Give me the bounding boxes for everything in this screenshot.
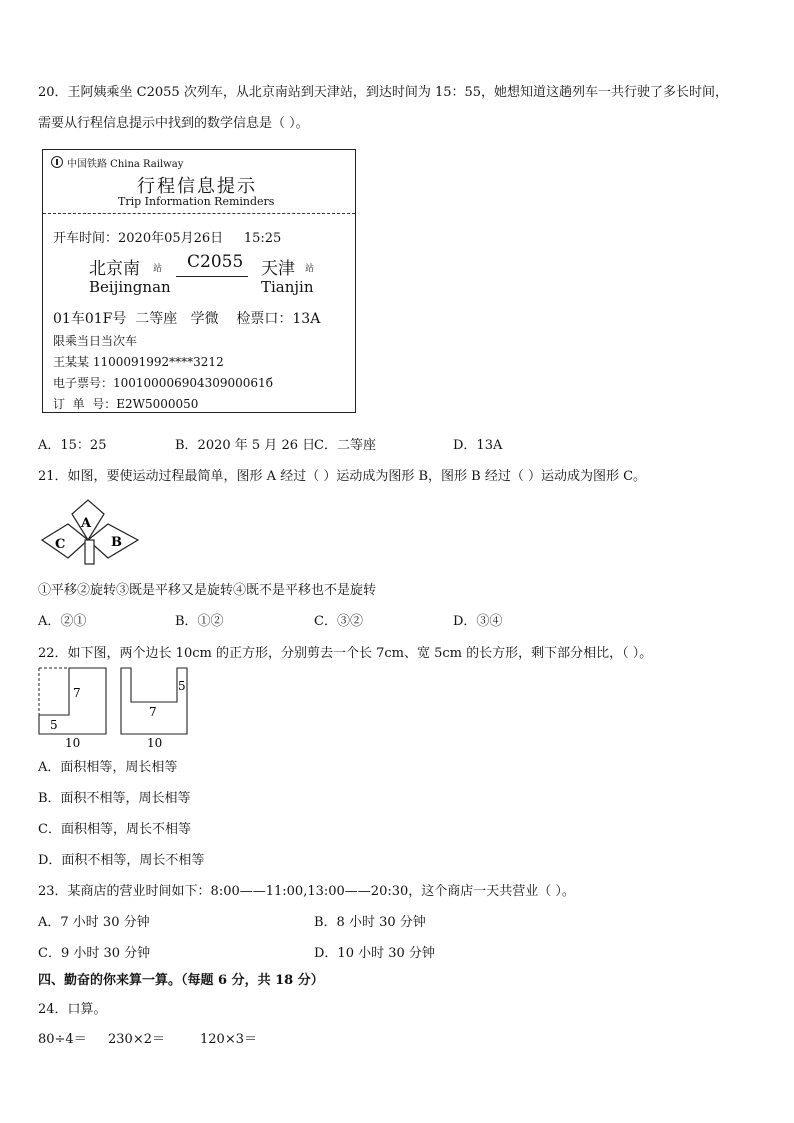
q21-option-a: A．②① [38, 614, 87, 629]
q20-line1: 20．王阿姨乘坐 C2055 次列车，从北京南站到天津站，到达时间为 15：55，她想知道这趟列车一共行驶了多长时间， [38, 85, 729, 100]
q21-option-b: B．①② [175, 614, 224, 629]
q20-option-d: D．13A [453, 438, 503, 453]
q22-option-a: A．面积相等，周长相等 [38, 760, 178, 775]
q24-title: 24．口算。 [38, 1002, 107, 1017]
left-label-5: 5 [50, 718, 58, 732]
ticket-from-suffix: 站 [153, 264, 163, 274]
q21-option-d: D．③④ [453, 614, 503, 629]
q21-option-c: C．③② [314, 614, 363, 629]
ticket-title-en: Trip Information Reminders [118, 195, 275, 208]
ticket-depart-time: 开车时间：2020年05月26日 15:25 [53, 231, 282, 246]
q21-choices: ①平移②旋转③既是平移又是旋转④既不是平移也不是旋转 [38, 583, 377, 598]
left-label-7: 7 [73, 686, 81, 700]
trip-ticket-image [42, 149, 356, 413]
q24-item-2: 230×2＝ [108, 1032, 165, 1047]
q23-option-c: C．9 小时 30 分钟 [38, 946, 151, 961]
ticket-eticket-number: 电子票号：10010000690430900061б [53, 376, 273, 390]
q22-option-d: D．面积不相等，周长不相等 [38, 853, 205, 868]
q24-item-3: 120×3＝ [200, 1032, 257, 1047]
label-b: B [111, 535, 122, 550]
right-label-5: 5 [178, 679, 186, 693]
label-a: A [81, 516, 92, 531]
q23-line1: 23．某商店的营业时间如下：8:00——11:00,13:00——20:30，这个商店一天共营业（ ）。 [38, 884, 575, 899]
ticket-from-station: 北京南 [89, 259, 140, 279]
q20-line2: 需要从行程信息提示中找到的数学信息是（ ）。 [38, 116, 309, 131]
ticket-to-suffix: 站 [305, 264, 315, 274]
q24-item-1: 80÷4＝ [38, 1032, 87, 1047]
ticket-title-cn: 行程信息提示 [137, 176, 257, 197]
q22-line1: 22．如下图，两个边长 10cm 的正方形，分别剪去一个长 7cm、宽 5cm 的长方形，剩下部分相比，（ ）。 [38, 646, 653, 661]
ticket-brand: 中国铁路 China Railway [67, 159, 184, 170]
q23-option-b: B．8 小时 30 分钟 [314, 915, 426, 930]
right-label-10: 10 [147, 736, 163, 750]
ticket-divider [43, 213, 355, 214]
q20-option-b: B．2020 年 5 月 26 日 [175, 438, 316, 453]
q20-option-c: C．二等座 [314, 438, 376, 453]
q22-option-c: C．面积相等，周长不相等 [38, 822, 191, 837]
section-4-heading: 四、勤奋的你来算一算。（每题 6 分，共 18 分） [38, 973, 324, 988]
ticket-route-line [176, 276, 248, 277]
q21-figure [38, 496, 142, 568]
ticket-seat-line: 01车01F号 二等座 学微 检票口：13A [53, 311, 321, 327]
right-label-7: 7 [149, 705, 157, 719]
q22-option-b: B．面积不相等，周长相等 [38, 791, 191, 806]
ticket-from-en: Beijingnan [89, 278, 171, 296]
ticket-order-number: 订 单 号：E2W5000050 [53, 397, 199, 411]
q20-option-a: A．15：25 [38, 438, 107, 453]
ticket-train-number: C2055 [187, 252, 244, 272]
china-railway-logo-icon [51, 156, 63, 168]
ticket-limit: 限乘当日当次车 [53, 334, 138, 348]
ticket-to-en: Tianjin [261, 278, 314, 296]
left-label-10: 10 [65, 736, 81, 750]
ticket-passenger: 王某某 1100091992****3212 [53, 355, 224, 369]
right-remaining-shape [121, 668, 187, 734]
label-c: C [55, 537, 66, 552]
q23-option-a: A．7 小时 30 分钟 [38, 915, 150, 930]
q21-line1: 21．如图，要使运动过程最简单，图形 A 经过（ ）运动成为图形 B，图形 B 经过（ ）运动成为图形 C。 [38, 469, 647, 484]
ticket-to-station: 天津 [261, 259, 295, 279]
stem-rect [85, 540, 94, 564]
q23-option-d: D．10 小时 30 分钟 [314, 946, 435, 961]
q22-figure [36, 667, 196, 751]
